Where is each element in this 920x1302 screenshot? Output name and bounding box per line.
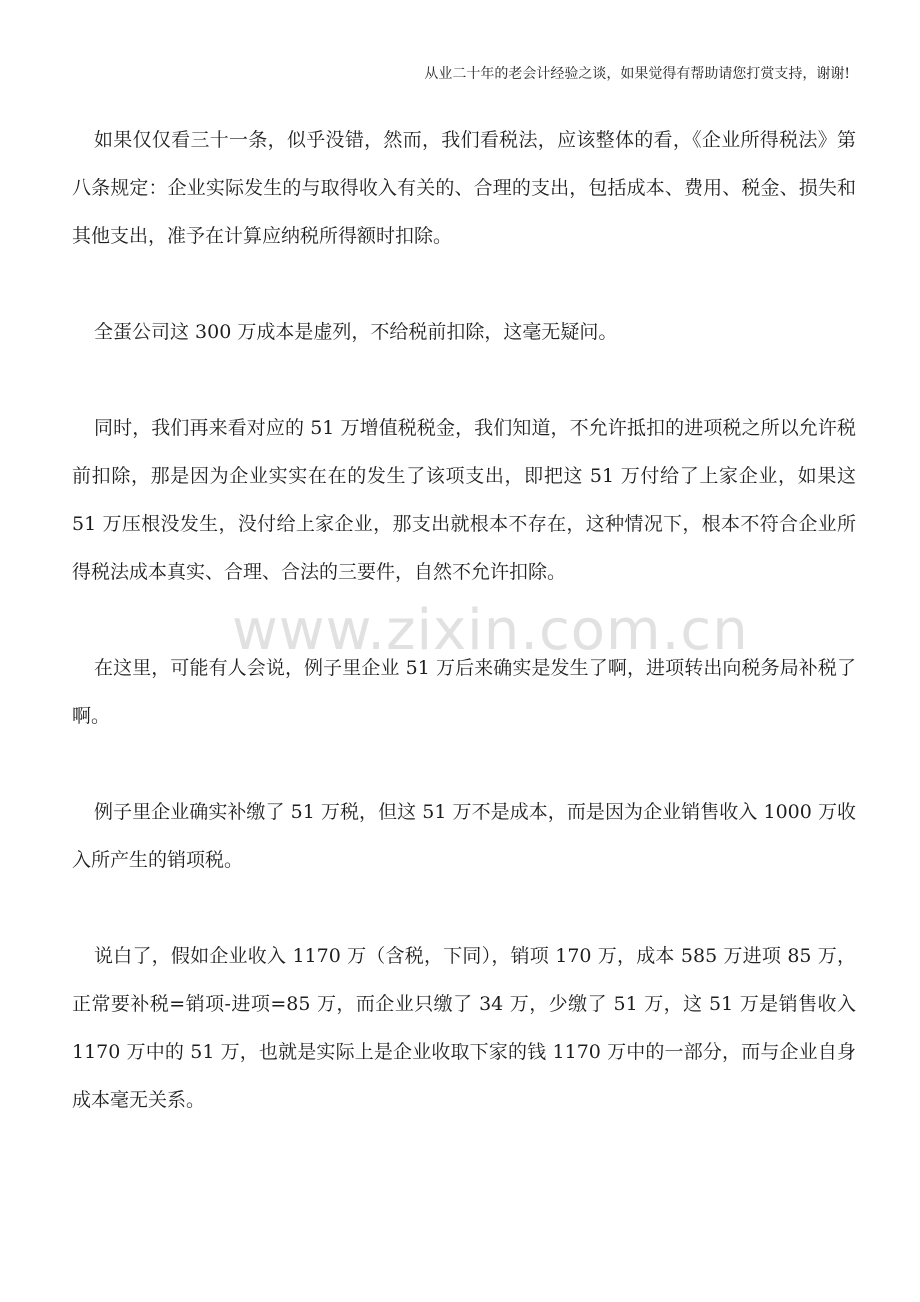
document-body	[72, 116, 856, 1124]
paragraph-2: 全蛋公司这 300 万成本是虚列，不给税前扣除，这毫无疑问。	[94, 321, 618, 343]
paragraph-5: 例子里企业确实补缴了 51 万税，但这 51 万不是成本，而是因为企业销售收入 1000 万收入所产生的销项税。	[72, 801, 856, 871]
watermark: www.zixin.com.cn	[232, 598, 749, 663]
paragraph-1: 如果仅仅看三十一条，似乎没错，然而，我们看税法，应该整体的看，《企业所得税法》第八条规定：企业实际发生的与取得收入有关的、合理的支出，包括成本、费用、税金、损失和其他支出，准予在计算应纳税所得额时扣除。	[72, 129, 856, 247]
paragraph-gap	[72, 596, 856, 644]
paragraph-3: 同时，我们再来看对应的 51 万增值税税金，我们知道，不允许抵扣的进项税之所以允许税前扣除，那是因为企业实实在在的发生了该项支出，即把这 51 万付给了上家企业，如果这 51 万压根没发生，没付给上家企业，那支出就根本不存在，这种情况下，根本不符合企业所得税法成本真实、合理、合法的三要件，自然不允许扣除。	[72, 417, 856, 583]
paragraph-4: 在这里，可能有人会说，例子里企业 51 万后来确实是发生了啊，进项转出向税务局补税了啊。	[72, 657, 856, 727]
paragraph-gap	[72, 884, 856, 932]
paragraph-gap	[72, 740, 856, 788]
paragraph-gap	[72, 356, 856, 404]
paragraph-gap	[72, 260, 856, 308]
header-note: 从业二十年的老会计经验之谈，如果觉得有帮助请您打赏支持，谢谢!	[424, 66, 850, 82]
paragraph-6: 说白了，假如企业收入 1170 万（含税，下同），销项 170 万，成本 585 万进项 85 万，正常要补税=销项-进项=85 万，而企业只缴了 34 万，少缴了 51 万，这 51 万是销售收入 1170 万中的 51 万，也就是实际上是企业收取下家的钱 1170 万中的一部分，而与企业自身成本毫无关系。	[72, 945, 856, 1111]
